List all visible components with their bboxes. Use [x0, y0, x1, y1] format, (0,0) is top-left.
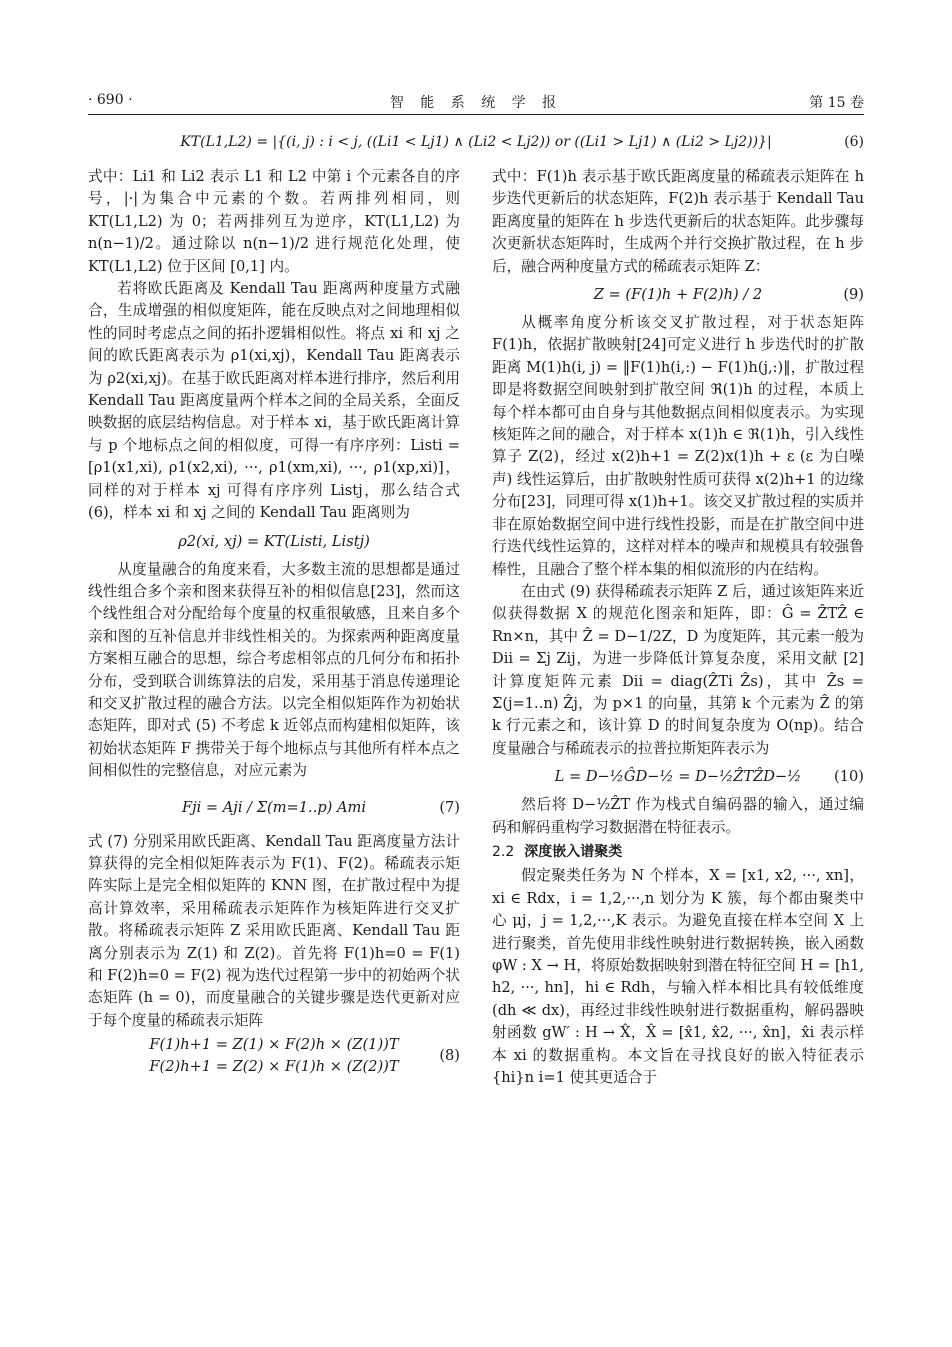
right-paragraph-3: 在由式 (9) 获得稀疏表示矩阵 Z 后，通过该矩阵来近似获得数据 X 的规范化图亲和矩阵，即：Ĝ = ẐTẐ ∈ Rn×n，其中 Ẑ = D−1/2Z，D 为度矩阵，其元素一般为 Dii = Σj Zij，为进一步降低计算复杂度，采用文献 [2] 计算度矩阵元素 Dii = diag(ẐTi Ẑs)，其中 Ẑs = Σ(j=1..n) Ẑj，为 p×1 的向量，其第 k 个元素为 Ẑ 的第 k 行元素之和，该计算 D 的时间复杂度为 O(np)。结合度量融合与稀疏表示的拉普拉斯矩阵表示为 [492, 582, 864, 757]
page-number: · 690 · [88, 92, 133, 108]
right-column [492, 166, 864, 1089]
journal-title: 智 能 系 统 学 报 [389, 95, 563, 111]
equation-10 [492, 762, 864, 792]
equation-6-formula: KT(L1,L2) = |{(i, j) : i < j, ((Li1 < Lj1) ∧ (Li2 < Lj2)) or ((Li1 > Lj1) ∧ (Li2 > Lj2))}| [180, 134, 772, 150]
right-paragraph-4: 然后将 D−½ẐT 作为栈式自编码器的输入，通过编码和解码重构学习数据潜在特征表示。 [492, 796, 864, 836]
equation-10-number: (10) [834, 768, 864, 786]
section-heading [492, 841, 864, 863]
equation-6 [88, 134, 864, 158]
equation-10-formula: L = D−½ĜD−½ = D−½ẐTẐD−½ [554, 768, 802, 786]
equation-8 [88, 1034, 460, 1078]
left-paragraph-1: 式中：Li1 和 Li2 表示 L1 和 L2 中第 i 个元素各自的序号，|·|为集合中元素的个数。若两排列相同，则 KT(L1,L2) 为 0；若两排列互为逆序，KT(L1,L2) 为 n(n−1)/2。通过除以 n(n−1)/2 进行规范化处理，使 KT(L1,L2) 位于区间 [0,1] 内。 [88, 168, 460, 275]
equation-8a-formula: F(1)h+1 = Z(1) × F(2)h × (Z(1))T [149, 1036, 399, 1054]
equation-7 [88, 785, 460, 829]
right-paragraph-1: 式中：F(1)h 表示基于欧氏距离度量的稀疏表示矩阵在 h 步迭代更新后的状态矩阵，F(2)h 表示基于 Kendall Tau 距离度量的矩阵在 h 步迭代更新后的状态矩阵。此步骤每次更新状态矩阵时，生成两个并行交换扩散过程，在 h 步后，融合两种度量方式的稀疏表示矩阵 Z： [492, 168, 864, 275]
equation-8b-formula: F(2)h+1 = Z(2) × F(1)h × (Z(2))T [149, 1058, 399, 1076]
right-paragraph-2: 从概率角度分析该交叉扩散过程，对于状态矩阵 F(1)h，依据扩散映射[24]可定义进行 h 步迭代时的扩散距离 M(1)h(i, j) = ‖F(1)h(i,:) − F(1)h(j,:)‖，扩散过程即是将数据空间映射到扩散空间 ℜ(1)h 的过程，本质上每个样本都可由自身与其他数据点间相似度表示。为实现核矩阵之间的融合，对于样本 x(1)h ∈ ℜ(1)h，引入线性算子 Z(2)，经过 x(2)h+1 = Z(2)x(1)h + ε (ε 为白噪声) 线性运算后，由扩散映射性质可获得 x(2)h+1 的边缘分布[23]，同理可得 x(1)h+1。该交叉扩散过程的实质并非在原始数据空间中进行线性投影，而是在扩散空间中进行迭代线性运算的，这样对样本的噪声和规模具有较强鲁棒性，且融合了整个样本集的相似流形的内在结构。 [492, 314, 864, 578]
section-title: 深度嵌入谱聚类 [524, 843, 623, 860]
equation-7-formula: Fji = Aji / Σ(m=1..p) Ami [181, 798, 367, 816]
left-paragraph-2: 若将欧氏距离及 Kendall Tau 距离两种度量方式融合，生成增强的相似度矩阵，能在反映点对之间地理相似性的同时考虑点之间的拓扑逻辑相似性。将点 xi 和 xj 之间的欧氏距离表示为 ρ1(xi,xj)，Kendall Tau 距离表示为 ρ2(xi,xj)。在基于欧氏距离对样本进行排序，然后利用 Kendall Tau 距离度量两个样本之间的全局关系，全面反映数据的底层结构信息。对于样本 xi，基于欧氏距离计算与 p 个地标点之间的相似度，可得一有序序列：Listi = [ρ1(x1,xi), ρ1(x2,xi), ···, ρ1(xm,xi), ···, ρ1(xp,xi)]，同样的对于样本 xj 可得有序序列 Listj，那么结合式 (6)，样本 xi 和 xj 之间的 Kendall Tau 距离则为 [88, 280, 460, 522]
equation-7-number: (7) [439, 798, 460, 816]
equation-kt-formula: ρ2(xi, xj) = KT(Listi, Listj) [178, 532, 370, 550]
left-paragraph-4: 式 (7) 分别采用欧氏距离、Kendall Tau 距离度量方法计算获得的完全相似矩阵表示为 F(1)、F(2)。稀疏表示矩阵实际上是完全相似矩阵的 KNN 图，在扩散过程中为提高计算效率，采用稀疏表示矩阵作为核矩阵进行交叉扩散。将稀疏表示矩阵 Z 采用欧氏距离、Kendall Tau 距离分别表示为 Z(1) 和 Z(2)。首先将 F(1)h=0 = F(1) 和 F(2)h=0 = F(2) 视为迭代过程第一步中的初始两个状态矩阵 (h = 0)，而度量融合的关键步骤是迭代更新对应于每个度量的稀疏表示矩阵 [88, 832, 460, 1029]
equation-kt [88, 527, 460, 557]
right-paragraph-5: 假定聚类任务为 N 个样本，X = [x1, x2, ···, xn]，xi ∈ Rdx，i = 1,2,···,n 划分为 K 簇，每个都由聚类中心 μj，j = 1,2,···,K 表示。为避免直接在样本空间 X 上进行聚类，首先使用非线性映射进行数据转换，嵌入函数 φW : X → H，将原始数据映射到潜在特征空间 H = [h1, h2, ···, hn]，hi ∈ Rdh，与输入样本相比具有较低维度 (dh ≪ dx)，再经过非线性映射进行数据重构，解码器映射函数 gW′ : H → X̂，X̂ = [x̂1, x̂2, ···, x̂n]，x̂i 表示样本 xi 的数据重构。本文旨在寻找良好的嵌入特征表示 {hi}n i=1 使其更适合于 [492, 867, 864, 1087]
left-paragraph-3: 从度量融合的角度来看，大多数主流的思想都是通过线性组合多个亲和图来获得互补的相似信息[23]，然而这个线性组合对分配给每个度量的权重很敏感，且来自多个亲和图的互补信息并非线性相关的。为探索两种距离度量方案相互融合的思想，综合考虑相邻点的几何分布和拓扑分布，受到联合训练算法的启发，采用基于消息传递理论和交叉扩散过程的融合方法。以完全相似矩阵作为初始状态矩阵，即对式 (5) 不考虑 k 近邻点而构建相似矩阵，该初始状态矩阵 F 携带关于每个地标点与其他所有样本点之间相似性的完整信息，对应元素为 [88, 560, 460, 780]
section-number: 2.2 [492, 843, 515, 860]
equation-6-number: (6) [844, 134, 864, 150]
volume-label: 第 15 卷 [809, 95, 864, 111]
equation-8-number: (8) [439, 1047, 460, 1065]
left-column [88, 166, 460, 1080]
running-header [88, 88, 864, 115]
equation-9 [492, 280, 864, 310]
equation-9-number: (9) [843, 286, 864, 304]
equation-9-formula: Z = (F(1)h + F(2)h) / 2 [593, 286, 763, 304]
